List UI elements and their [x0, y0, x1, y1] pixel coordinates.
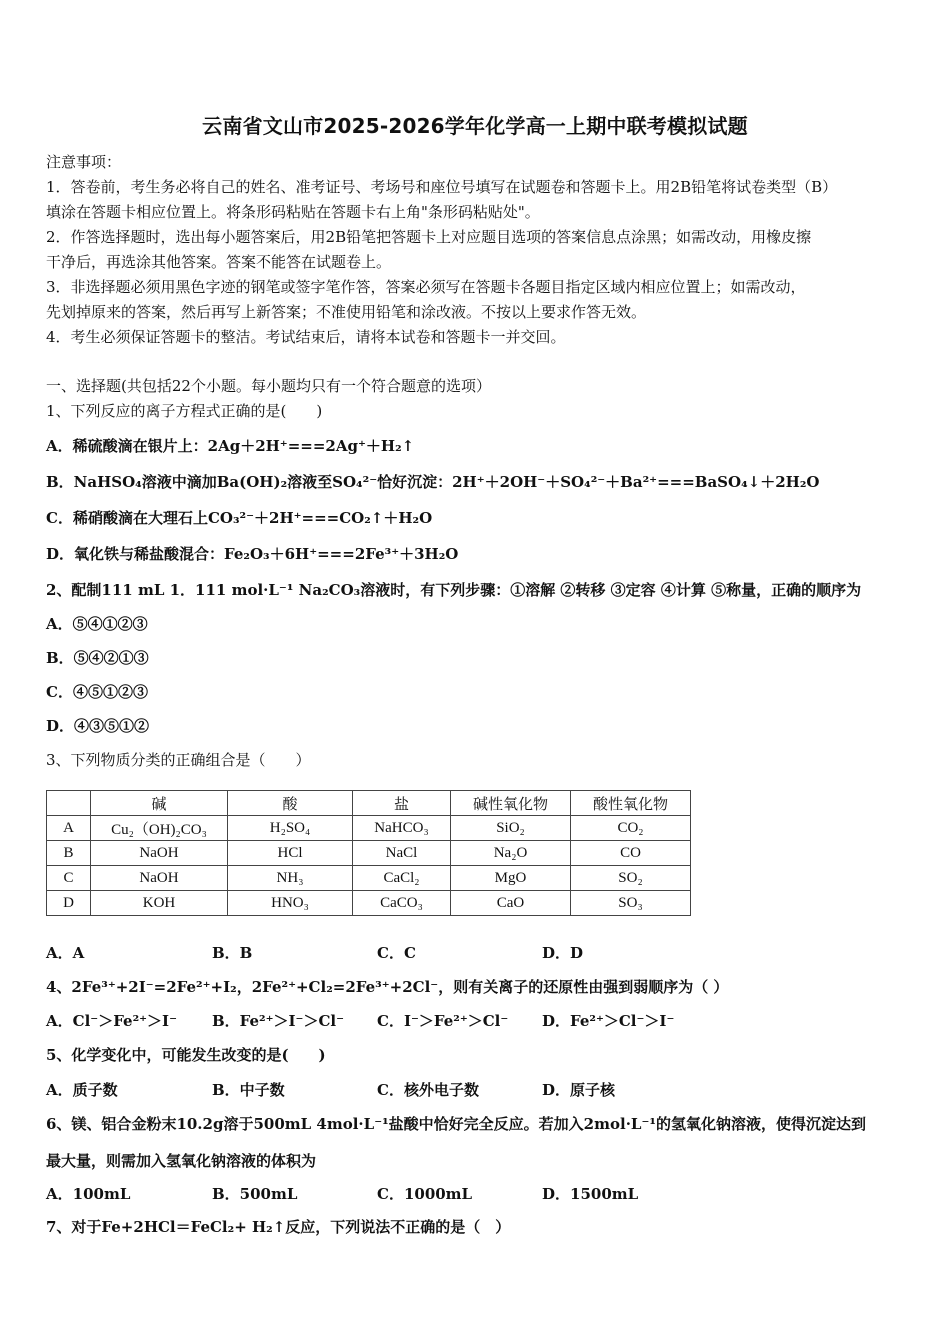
- notice-line: 4．考生必须保证答题卡的整洁。考试结束后，请将本试卷和答题卡一并交回。: [46, 328, 566, 346]
- table-header-cell: [47, 791, 91, 816]
- q4-option-b: B．Fe²⁺＞I⁻＞Cl⁻: [212, 1012, 345, 1030]
- notice-line: 3．非选择题必须用黑色字迹的钢笔或签字笔作答，答案必须写在答题卡各题目指定区域内相应位置上；如需改动，: [46, 278, 806, 296]
- q6-option-c: C．1000mL: [377, 1185, 473, 1203]
- q5-option-d: D．原子核: [542, 1081, 616, 1099]
- table-cell: CaCl₂: [353, 866, 451, 891]
- table-cell: SO₂: [571, 866, 691, 891]
- q1-option-b: B．NaHSO₄溶液中滴加Ba(OH)₂溶液至SO₄²⁻恰好沉淀：2H⁺＋2OH⁻＋SO₄²⁻＋Ba²⁺===BaSO₄↓＋2H₂O: [46, 473, 820, 491]
- q5-option-c: C．核外电子数: [377, 1081, 479, 1099]
- table-header-cell: 碱性氧化物: [451, 791, 571, 816]
- table-cell: CaO: [451, 891, 571, 916]
- q4-option-d: D．Fe²⁺＞Cl⁻＞I⁻: [542, 1012, 675, 1030]
- table-row: [47, 891, 691, 916]
- table-cell: B: [47, 841, 91, 866]
- table-header-cell: 酸性氧化物: [571, 791, 691, 816]
- table-cell: CO₂: [571, 816, 691, 841]
- table-cell: NaOH: [91, 841, 228, 866]
- q6-option-a: A．100mL: [46, 1185, 131, 1203]
- q5-stem: 5、化学变化中，可能发生改变的是( ): [46, 1046, 326, 1064]
- q4-option-c: C．I⁻＞Fe²⁺＞Cl⁻: [377, 1012, 509, 1030]
- notice-heading: 注意事项：: [46, 153, 122, 171]
- notice-line: 1．答卷前，考生务必将自己的姓名、准考证号、考场号和座位号填写在试题卷和答题卡上。用2B铅笔将试卷类型（B）: [46, 178, 838, 196]
- table-row: [47, 841, 691, 866]
- notice-line: 填涂在答题卡相应位置上。将条形码粘贴在答题卡右上角"条形码粘贴处"。: [46, 203, 540, 221]
- table-cell: A: [47, 816, 91, 841]
- q2-option-b: B．⑤④②①③: [46, 649, 149, 667]
- table-cell: MgO: [451, 866, 571, 891]
- table-cell: H₂SO₄: [228, 816, 353, 841]
- table-cell: Na₂O: [451, 841, 571, 866]
- q1-option-c: C．稀硝酸滴在大理石上CO₃²⁻＋2H⁺===CO₂↑＋H₂O: [46, 509, 433, 527]
- q1-option-a: A．稀硫酸滴在银片上：2Ag＋2H⁺===2Ag⁺＋H₂↑: [46, 437, 415, 455]
- table-cell: CO: [571, 841, 691, 866]
- q3-option-a: A．A: [46, 944, 85, 962]
- section-heading: 一、选择题(共包括22个小题。每小题均只有一个符合题意的选项）: [46, 377, 491, 395]
- table-cell: HCl: [228, 841, 353, 866]
- table-cell: NH₃: [228, 866, 353, 891]
- table-cell: C: [47, 866, 91, 891]
- table-header-row: [47, 791, 691, 816]
- q4-option-a: A．Cl⁻＞Fe²⁺＞I⁻: [46, 1012, 177, 1030]
- table-header-cell: 碱: [91, 791, 228, 816]
- table-cell: Cu₂（OH)₂CO₃: [91, 816, 228, 841]
- q3-option-c: C．C: [377, 944, 416, 962]
- q3-stem: 3、下列物质分类的正确组合是（ ）: [46, 751, 311, 769]
- table-row: [47, 816, 691, 841]
- q6-option-d: D．1500mL: [542, 1185, 639, 1203]
- q5-option-a: A．质子数: [46, 1081, 118, 1099]
- q2-option-c: C．④⑤①②③: [46, 683, 148, 701]
- q3-option-b: B．B: [212, 944, 253, 962]
- q7-stem: 7、对于Fe+2HCl＝FeCl₂+ H₂↑反应，下列说法不正确的是（ ）: [46, 1218, 511, 1236]
- page-title: 云南省文山市2025-2026学年化学高一上期中联考模拟试题: [202, 114, 748, 138]
- table-row: [47, 866, 691, 891]
- q5-option-b: B．中子数: [212, 1081, 285, 1099]
- q2-option-d: D．④③⑤①②: [46, 717, 150, 735]
- table-cell: CaCO₃: [353, 891, 451, 916]
- table-header-cell: 盐: [353, 791, 451, 816]
- notice-line: 先划掉原来的答案，然后再写上新答案；不准使用铅笔和涂改液。不按以上要求作答无效。: [46, 303, 647, 321]
- q1-stem: 1、下列反应的离子方程式正确的是( ): [46, 402, 323, 420]
- table-header-cell: 酸: [228, 791, 353, 816]
- q6-stem-line2: 最大量，则需加入氢氧化钠溶液的体积为: [46, 1152, 317, 1170]
- table-cell: NaOH: [91, 866, 228, 891]
- q6-stem-line1: 6、镁、铝合金粉末10.2g溶于500mL 4mol·L⁻¹盐酸中恰好完全反应。若加入2mol·L⁻¹的氢氧化钠溶液，使得沉淀达到: [46, 1115, 866, 1133]
- notice-line: 干净后，再选涂其他答案。答案不能答在试题卷上。: [46, 253, 392, 271]
- q2-stem: 2、配制111 mL 1．111 mol·L⁻¹ Na₂CO₃溶液时，有下列步骤：①溶解 ②转移 ③定容 ④计算 ⑤称量，正确的顺序为: [46, 581, 862, 599]
- notice-line: 2．作答选择题时，选出每小题答案后，用2B铅笔把答题卡上对应题目选项的答案信息点涂黑；如需改动，用橡皮擦: [46, 228, 812, 246]
- q2-option-a: A．⑤④①②③: [46, 615, 148, 633]
- table-cell: HNO₃: [228, 891, 353, 916]
- table-cell: NaCl: [353, 841, 451, 866]
- q3-option-d: D．D: [542, 944, 584, 962]
- table-cell: KOH: [91, 891, 228, 916]
- q6-option-b: B．500mL: [212, 1185, 298, 1203]
- table-cell: NaHCO₃: [353, 816, 451, 841]
- q4-stem: 4、2Fe³⁺+2I⁻=2Fe²⁺+I₂，2Fe²⁺+Cl₂=2Fe³⁺+2Cl⁻，则有关离子的还原性由强到弱顺序为（ ）: [46, 978, 729, 996]
- q1-option-d: D．氧化铁与稀盐酸混合：Fe₂O₃＋6H⁺===2Fe³⁺＋3H₂O: [46, 545, 459, 563]
- classification-table: [46, 790, 691, 916]
- table-cell: SO₃: [571, 891, 691, 916]
- table-cell: D: [47, 891, 91, 916]
- table-cell: SiO₂: [451, 816, 571, 841]
